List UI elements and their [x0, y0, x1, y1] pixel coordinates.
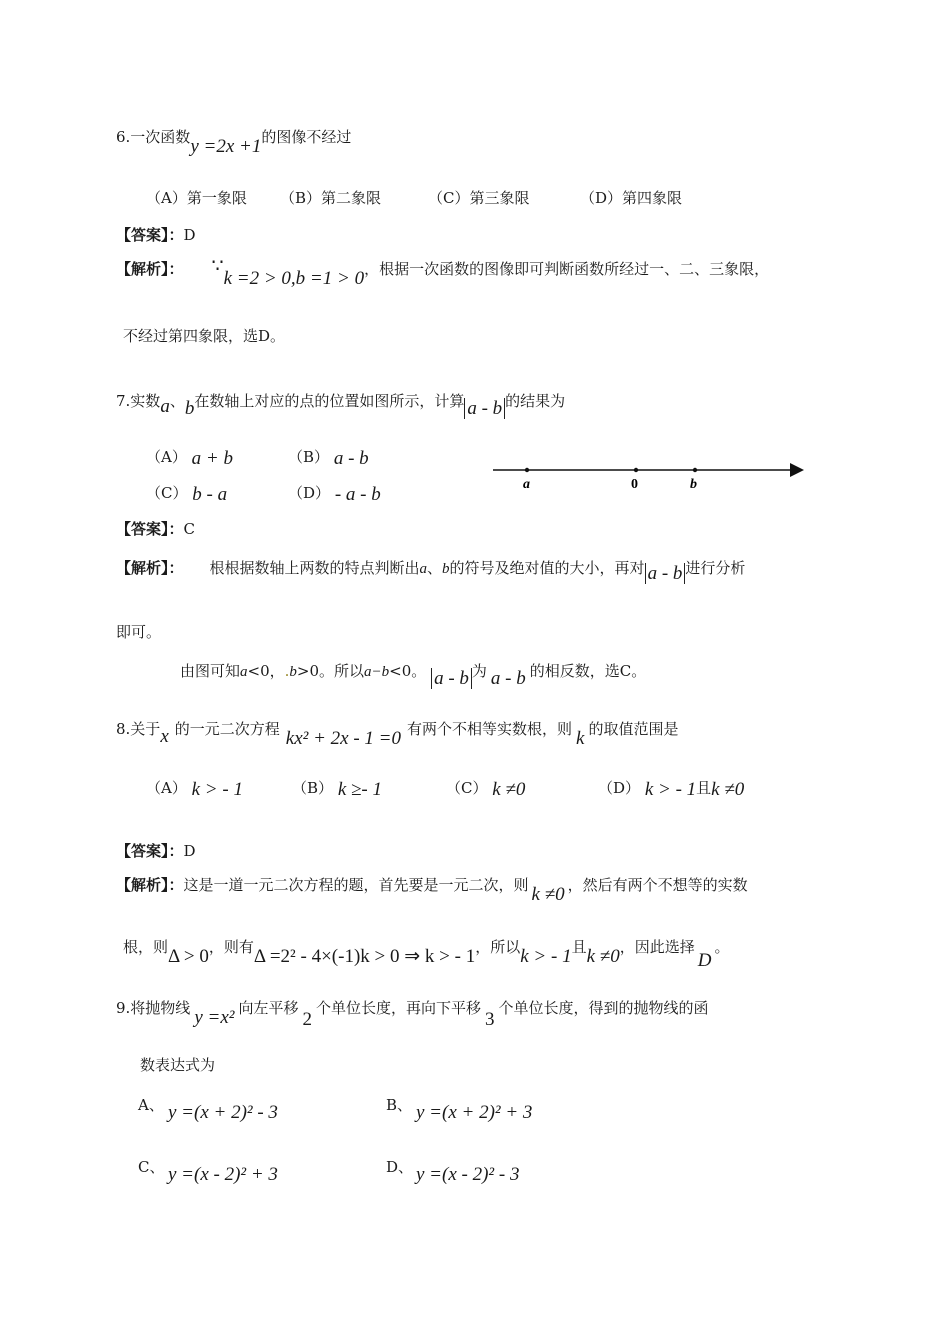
- q9-stem-line2: 数表达式为: [140, 1056, 216, 1074]
- q7-conc-abs: a - b: [431, 668, 472, 689]
- q8-answer-label: 【答案】：: [116, 842, 184, 860]
- q7-analysis-abs: a - b: [645, 563, 686, 584]
- q8-option-d: [598, 777, 744, 799]
- label-b: b: [690, 477, 697, 492]
- q7-option-c-expr: b - a: [192, 484, 228, 505]
- q8-l2-expr3: k ≠0: [586, 946, 620, 967]
- q8-l2-D: D: [697, 950, 712, 971]
- q9-option-b-expr: y =(x + 2)² + 3: [416, 1102, 533, 1123]
- q6-option-a: （A）第一象限: [146, 189, 247, 207]
- q7-option-a-expr: a + b: [191, 448, 233, 469]
- q6-analysis-label: 【解析】：: [116, 260, 184, 278]
- q9-stem-p4: 个单位长度，得到的抛物线的函: [498, 999, 709, 1017]
- q8-stem-p1: 8.关于: [116, 720, 161, 738]
- q6-option-d: （D）第四象限: [580, 189, 683, 207]
- q6-analysis-text: ，根据一次函数的图像即可判断函数所经过一、二、三象限，: [364, 260, 770, 278]
- q7-option-a-label: （A）: [146, 448, 187, 466]
- q8-analysis-p1: 这是一道一元二次方程的题，首先要是一元二次，则: [183, 876, 529, 894]
- q7-stem-p2: 在数轴上对应的点的位置如图所示，计算: [194, 392, 465, 410]
- q7-conc-p1: 由图可知: [180, 662, 241, 680]
- q6-option-b: （B）第二象限: [280, 189, 382, 207]
- q8-option-a-expr: k > - 1: [191, 779, 243, 800]
- q6-answer-value: D: [183, 226, 196, 244]
- q9-stem-p2: 向左平移: [238, 999, 299, 1017]
- q7-option-c: [146, 482, 227, 504]
- q9-n3: 3: [484, 1009, 495, 1030]
- q9-n2: 2: [302, 1009, 312, 1030]
- q8-analysis-label: 【解析】：: [116, 876, 184, 894]
- q8-option-d-suffix: 且: [696, 779, 712, 797]
- q7-analysis-p1: 根根据数轴上两数的特点判断出: [209, 559, 420, 577]
- q6-answer: [116, 224, 196, 246]
- q7-sep: 、: [169, 392, 185, 410]
- q7-stem-p3: 的结果为: [505, 392, 566, 410]
- q8-l2-p6: 。: [714, 938, 730, 956]
- q8-option-a: [146, 777, 243, 799]
- q8-option-c-label: （C）: [446, 779, 488, 797]
- q7-conc-p4: <0。: [389, 662, 427, 680]
- q8-stem: [116, 718, 679, 749]
- q8-option-b-expr: k ≥- 1: [337, 779, 383, 800]
- q7-analysis-var-a: a: [419, 561, 428, 577]
- q7-option-a: [146, 446, 233, 468]
- q8-answer: [116, 840, 196, 862]
- q9-option-b-label: B、: [386, 1096, 413, 1114]
- q8-option-a-label: （A）: [146, 779, 187, 797]
- q7-conc-a: a: [240, 664, 248, 680]
- q7-option-c-label: （C）: [146, 484, 188, 502]
- q6-stem-prefix: 6.一次函数: [116, 128, 191, 146]
- q7-option-b: [288, 446, 369, 468]
- q8-l2-expr: Δ =2² - 4×(-1)k > 0 ⇒ k > - 1: [253, 946, 476, 967]
- q8-l2-delta: Δ > 0: [168, 946, 209, 967]
- point-a-marker: [525, 468, 529, 472]
- q8-analysis-k: k ≠0: [531, 884, 565, 905]
- q9-option-d-expr: y =(x - 2)² - 3: [416, 1164, 520, 1185]
- q7-option-d-expr: - a - b: [334, 484, 381, 505]
- q7-conc-p2: <0，: [247, 662, 285, 680]
- q9-stem: [116, 997, 709, 1030]
- q8-var-k: k: [576, 728, 585, 749]
- q8-l2-p1: 根，则: [123, 938, 169, 956]
- q8-stem-p4: 的取值范围是: [588, 720, 679, 738]
- q8-answer-value: D: [183, 842, 196, 860]
- q8-l2-p2: ，则有: [208, 938, 254, 956]
- q6-formula: y =2x +1: [190, 136, 262, 157]
- q6-answer-label: 【答案】：: [116, 226, 184, 244]
- q8-l2-p4: 且: [571, 938, 587, 956]
- q7-option-b-label: （B）: [288, 448, 330, 466]
- q7-analysis-p2: 的符号及绝对值的大小，再对: [449, 559, 645, 577]
- q9-parabola: y =x²: [194, 1007, 235, 1028]
- q8-analysis: [116, 874, 748, 905]
- q8-option-c-expr: k ≠0: [492, 779, 526, 800]
- q7-var-b: b: [184, 398, 195, 419]
- q7-conc-dot: .: [284, 662, 290, 680]
- point-zero-marker: [634, 468, 638, 472]
- q8-option-d-expr: k > - 1: [644, 779, 697, 800]
- q7-option-d-label: （D）: [288, 484, 331, 502]
- q8-option-d-label: （D）: [598, 779, 641, 797]
- q9-option-a-label: A、: [138, 1096, 164, 1114]
- q8-analysis-p2: ，然后有两个不想等的实数: [567, 876, 748, 894]
- q8-var-x: x: [160, 726, 169, 747]
- q6-option-c: （C）第三象限: [428, 189, 530, 207]
- q6-analysis-line2: 不经过第四象限，选D。: [123, 327, 286, 345]
- q7-conc-expr: a−b: [364, 664, 390, 680]
- q8-l2-p3: ，所以: [475, 938, 521, 956]
- label-a: a: [523, 477, 530, 492]
- q7-stem-p1: 7.实数: [116, 392, 161, 410]
- q7-conc-p3: >0。所以: [296, 662, 365, 680]
- q8-stem-p3: 有两个不相等实数根，则: [406, 720, 572, 738]
- q9-option-c-expr: y =(x - 2)² + 3: [168, 1164, 278, 1185]
- q7-answer: [116, 518, 195, 540]
- number-line-arrow-icon: [790, 463, 804, 477]
- label-zero: 0: [631, 477, 638, 492]
- q7-conc-p6: 的相反数，选C。: [529, 662, 647, 680]
- q7-var-a: a: [160, 396, 170, 417]
- q6-because-symbol: ∵: [211, 256, 224, 277]
- q6-analysis: [116, 256, 770, 289]
- q7-analysis-label: 【解析】：: [116, 559, 184, 577]
- q7-conc-expr2: a - b: [490, 668, 526, 689]
- q8-l2-p5: ，因此选择: [619, 938, 695, 956]
- q9-stem-p1: 9.将抛物线: [116, 999, 191, 1017]
- q8-option-c: [446, 777, 525, 799]
- q7-answer-label: 【答案】：: [116, 520, 184, 538]
- q8-l2-expr2: k > - 1: [520, 946, 572, 967]
- q7-conclusion: [180, 660, 647, 689]
- q8-option-b: [292, 777, 382, 799]
- q7-stem: [116, 390, 566, 419]
- q6-analysis-formula: k =2 > 0,b =1 > 0: [223, 268, 365, 289]
- q7-analysis-sep: 、: [427, 559, 443, 577]
- q9-stem-p3: 个单位长度，再向下平移: [315, 999, 481, 1017]
- q8-option-d-expr2: k ≠0: [711, 779, 745, 800]
- q7-answer-value: C: [183, 520, 195, 538]
- q9-option-c-label: C、: [138, 1158, 165, 1176]
- q7-conc-p5: 为: [471, 662, 487, 680]
- q7-analysis: [116, 557, 746, 584]
- q7-abs-expression: a - b: [464, 398, 505, 419]
- q7-option-d: [288, 482, 381, 504]
- point-b-marker: [693, 468, 697, 472]
- q9-option-a-expr: y =(x + 2)² - 3: [168, 1102, 278, 1123]
- q6-stem: [116, 126, 352, 157]
- q8-equation: kx² + 2x - 1 =0: [285, 728, 401, 749]
- q8-stem-p2: 的一元二次方程: [174, 720, 280, 738]
- q7-conc-b: b: [289, 664, 297, 680]
- q7-analysis-p3: 进行分析: [685, 559, 746, 577]
- q7-option-b-expr: a - b: [333, 448, 369, 469]
- q9-option-d-label: D、: [386, 1158, 414, 1176]
- q8-option-b-label: （B）: [292, 779, 334, 797]
- q6-stem-suffix: 的图像不经过: [261, 128, 352, 146]
- q8-analysis-line2: [123, 936, 730, 971]
- q7-number-line: [490, 458, 810, 494]
- q7-analysis-var-b: b: [442, 561, 450, 577]
- q7-analysis-line2: 即可。: [116, 623, 162, 641]
